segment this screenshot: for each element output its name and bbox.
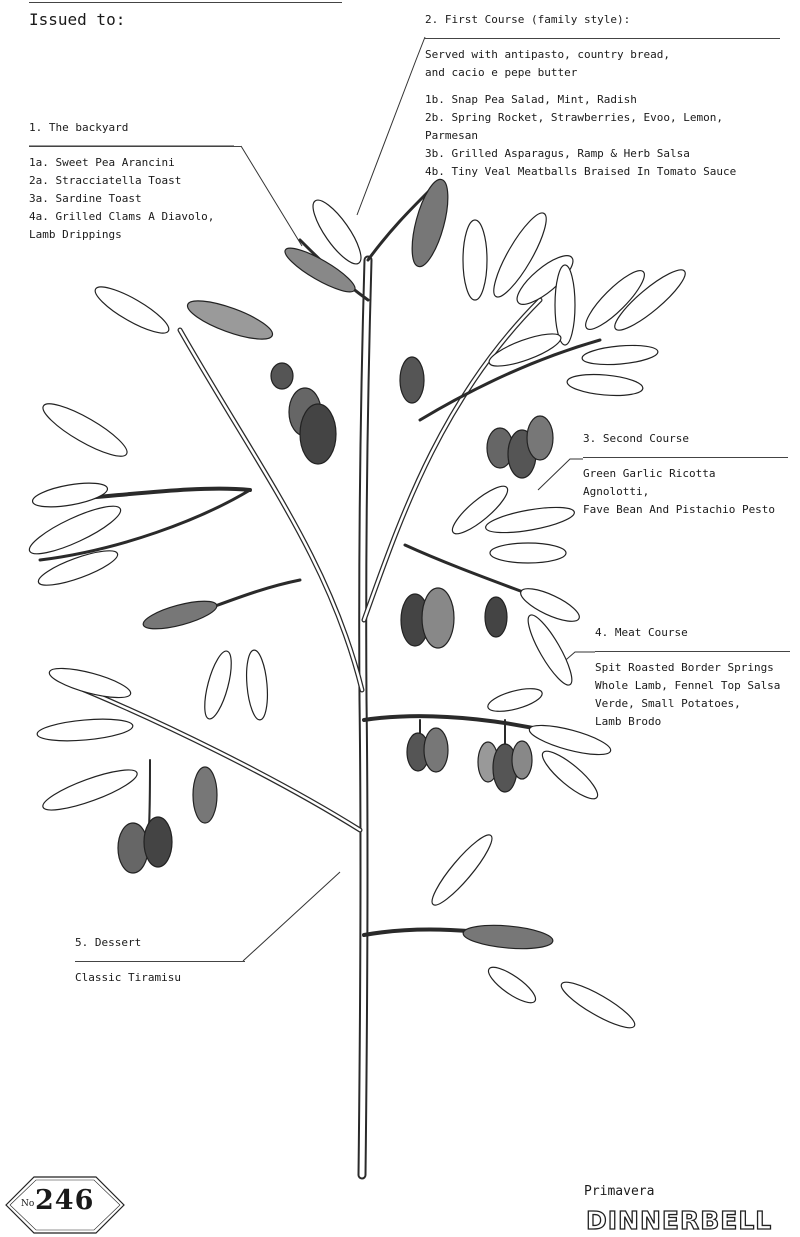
branch-stems — [40, 190, 600, 1175]
menu-item: 3a. Sardine Toast — [29, 192, 142, 205]
section-rule — [29, 146, 241, 147]
leader-dessert — [243, 872, 340, 961]
section-backyard — [29, 119, 241, 244]
note-line: and cacio e pepe butter — [425, 66, 578, 79]
menu-item: Verde, Small Potatoes, — [595, 697, 741, 710]
leaves — [25, 176, 692, 1035]
leader-backyard — [241, 146, 302, 246]
section-second-course — [583, 430, 788, 519]
badge-number: 246 — [35, 1185, 95, 1216]
section-meat-course — [595, 624, 790, 731]
top-rule — [29, 2, 342, 3]
menu-item: Spit Roasted Border Springs — [595, 661, 774, 674]
leader-second — [538, 459, 583, 490]
menu-item: 1b. Snap Pea Salad, Mint, Radish — [425, 93, 637, 106]
leader-first — [357, 37, 425, 215]
section-title: 3. Second Course — [583, 432, 689, 445]
menu-item: Green Garlic Ricotta Agnolotti, — [583, 467, 716, 498]
section-rule — [425, 38, 780, 39]
badge-prefix: No — [21, 1199, 35, 1209]
menu-item: 2b. Spring Rocket, Strawberries, Evoo, Lemon, Parmesan — [425, 111, 724, 142]
note-line: Served with antipasto, country bread, — [425, 48, 671, 61]
menu-item: Whole Lamb, Fennel Top Salsa — [595, 679, 781, 692]
menu-item: 1a. Sweet Pea Arancini — [29, 156, 175, 169]
menu-item: Lamb Drippings — [29, 228, 122, 241]
section-title: 4. Meat Course — [595, 626, 688, 639]
menu-item: 4b. Tiny Veal Meatballs Braised In Tomato Sauce — [425, 165, 737, 178]
brand-subtitle: Primavera — [584, 1184, 655, 1199]
menu-item: 2a. Stracciatella Toast — [29, 174, 182, 187]
menu-item: Lamb Brodo — [595, 715, 662, 728]
section-title: 2. First Course (family style): — [425, 13, 631, 26]
menu-item: 4a. Grilled Clams A Diavolo, — [29, 210, 215, 223]
section-dessert — [75, 934, 245, 987]
section-note — [425, 46, 780, 82]
brand-logo-text: DINNERBELL — [586, 1206, 773, 1235]
issued-to-label: Issued to: — [29, 10, 126, 29]
section-rule — [583, 457, 788, 458]
section-title: 1. The backyard — [29, 121, 129, 134]
section-first-course — [425, 11, 780, 181]
menu-item: 3b. Grilled Asparagus, Ramp & Herb Salsa — [425, 147, 690, 160]
menu-item: Fave Bean And Pistachio Pesto — [583, 503, 776, 516]
menu-item: Classic Tiramisu — [75, 971, 181, 984]
section-rule — [595, 651, 790, 652]
section-rule — [75, 961, 245, 962]
section-title: 5. Dessert — [75, 936, 142, 949]
